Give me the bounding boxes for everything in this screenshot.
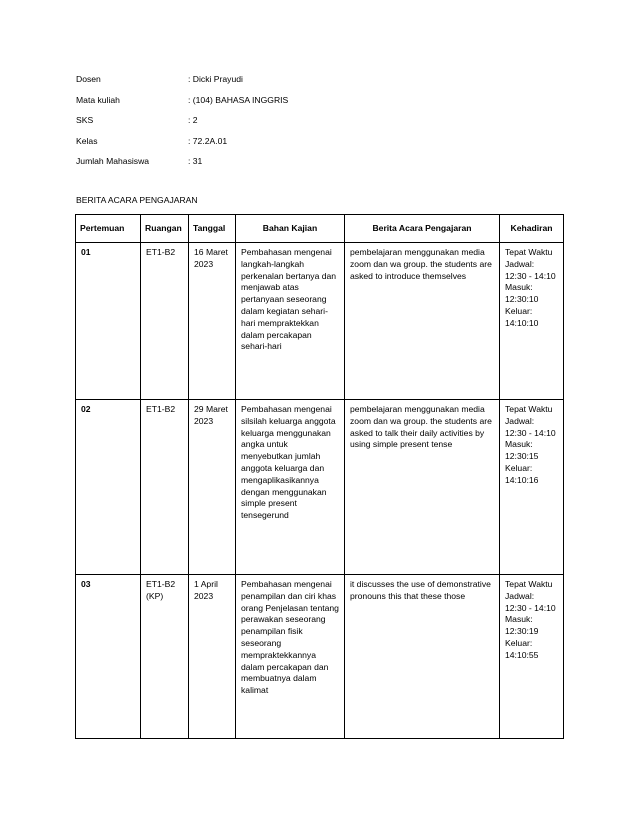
cell-bahan-kajian: Pembahasan mengenai silsilah keluarga anggota keluarga menggunakan angka untuk menyebutkan jumlah anggota keluarga dan mengaplikasikannya dengan menggunakan simple present tensegerund (236, 400, 345, 575)
table-row (76, 575, 564, 739)
cell-bahan-kajian: Pembahasan mengenai penampilan dan ciri khas orang Penjelasan tentang perawakan seseorang penampilan fisik seseorang mempraktekkannya dalam percakapan dan membuatnya dalam kalimat (236, 575, 345, 739)
info-row-dosen (76, 74, 396, 95)
header-bahan-kajian: Bahan Kajian (236, 215, 345, 243)
attendance-table (75, 214, 564, 739)
info-label: Mata kuliah (76, 94, 120, 105)
info-value: : Dicki Prayudi (188, 74, 243, 84)
table-row (76, 400, 564, 575)
info-label: Dosen (76, 74, 101, 84)
info-row-mata-kuliah (76, 95, 396, 116)
table-header-row (76, 215, 564, 243)
cell-tanggal: 1 April 2023 (189, 575, 236, 739)
cell-berita-acara: pembelajaran menggunakan media zoom dan wa group. the students are asked to talk their daily activities by using simple present tense (345, 400, 500, 575)
cell-berita-acara: it discusses the use of demonstrative pronouns this that these those (345, 575, 500, 739)
cell-pertemuan: 02 (76, 400, 141, 575)
info-row-jumlah-mahasiswa (76, 156, 396, 177)
cell-tanggal: 16 Maret 2023 (189, 243, 236, 400)
cell-pertemuan: 03 (76, 575, 141, 739)
header-tanggal: Tanggal (189, 215, 236, 243)
cell-kehadiran: Tepat Waktu Jadwal: 12:30 - 14:10 Masuk: 12:30:19 Keluar: 14:10:55 (500, 575, 564, 739)
cell-ruangan: ET1-B2 (141, 400, 189, 575)
info-value: : 31 (188, 156, 203, 166)
info-value: : (104) BAHASA INGGRIS (188, 94, 289, 105)
cell-bahan-kajian: Pembahasan mengenai langkah-langkah perkenalan bertanya dan menjawab atas pertanyaan seseorang dalam kegiatan sehari-hari mempraktekkan dalam percakapan sehari-hari (236, 243, 345, 400)
info-label: Kelas (76, 135, 98, 146)
header-ruangan: Ruangan (141, 215, 189, 243)
table-row (76, 243, 564, 400)
info-value: : 72.2A.01 (188, 135, 228, 146)
cell-kehadiran: Tepat Waktu Jadwal: 12:30 - 14:10 Masuk: 12:30:15 Keluar: 14:10:16 (500, 400, 564, 575)
cell-berita-acara: pembelajaran menggunakan media zoom dan wa group. the students are asked to introduce themselves (345, 243, 500, 400)
course-info (76, 74, 396, 177)
cell-pertemuan: 01 (76, 243, 141, 400)
info-value: : 2 (188, 115, 198, 125)
cell-tanggal: 29 Maret 2023 (189, 400, 236, 575)
info-row-sks (76, 115, 396, 136)
info-row-kelas (76, 136, 396, 157)
header-kehadiran: Kehadiran (500, 215, 564, 243)
cell-kehadiran: Tepat Waktu Jadwal: 12:30 - 14:10 Masuk: 12:30:10 Keluar: 14:10:10 (500, 243, 564, 400)
header-pertemuan: Pertemuan (76, 215, 141, 243)
info-label: SKS (76, 115, 94, 125)
header-berita-acara: Berita Acara Pengajaran (345, 215, 500, 243)
cell-ruangan: ET1-B2 (141, 243, 189, 400)
section-title: BERITA ACARA PENGAJARAN (76, 195, 198, 205)
cell-ruangan: ET1-B2 (KP) (141, 575, 189, 739)
info-label: Jumlah Mahasiswa (76, 156, 150, 166)
